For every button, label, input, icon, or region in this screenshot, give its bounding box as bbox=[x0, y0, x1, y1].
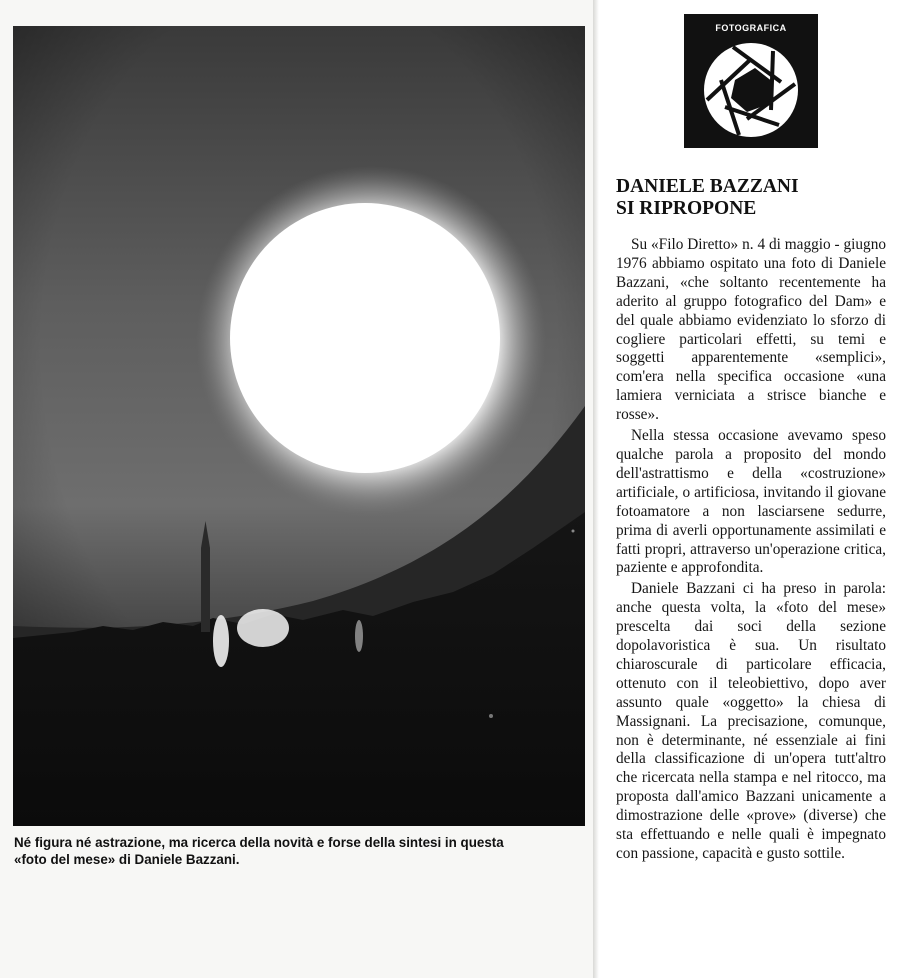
article-paragraph-3: Daniele Bazzani ci ha preso in parola: anche questa volta, la «foto del mese» prescelta dai soci della sezione dopolavoristica è sua. Un risultato chiaroscurale di particolare efficacia, ottenuto con il teleobiettivo, dopo aver assunto quale «oggetto» la chiesa di Massignani. La precisazione, comunque, non è determinante, né essenziale ai fini della classificazione di un'opera tutt'altro che ricercata nella stampa e nel ritocco, ma proposta dall'amico Bazzani unicamente a dimostrazione delle «prove» (diverse) che sta effettuando e nelle quali è impegnato con passione, capacità e gusto sottile. bbox=[616, 580, 886, 862]
article-paragraph-1: Su «Filo Diretto» n. 4 di maggio - giugno 1976 abbiamo ospitato una foto di Daniele Bazzani, «che soltanto recentemente ha aderito al gruppo fotografico del Dam» e del quale abbiamo evidenziato lo sforzo di cogliere particolari effetti, su temi e soggetti apparentemente «semplici», com'era nella specifica occasione «una lamiera verniciata a strisce bianche e rosse». bbox=[616, 236, 886, 424]
headline-line-2: SI RIPROPONE bbox=[616, 198, 757, 219]
page-gutter bbox=[593, 0, 599, 978]
photo-of-the-month bbox=[13, 26, 585, 826]
article-paragraph-2: Nella stessa occasione avevamo speso qualche parola a proposito del mondo dell'astrattismo e della «costruzione» artificiale, o artificiosa, invitando il giovane fotoamatore a non lasciarsene sedurre, prima di averli opportunamente assimilati e fatti propri, attraverso un'operazione critica, paziente e approfondita. bbox=[616, 427, 886, 577]
logo-label: FOTOGRAFICA bbox=[715, 23, 787, 33]
article-body bbox=[616, 236, 886, 866]
headline-line-1: DANIELE BAZZANI bbox=[616, 176, 799, 197]
fotografica-logo bbox=[684, 14, 818, 148]
camera-shutter-icon bbox=[701, 40, 801, 140]
article-headline bbox=[616, 176, 886, 220]
caption-line-1: Né figura né astrazione, ma ricerca della novità e forse della sintesi in questa bbox=[14, 835, 504, 850]
photo-image bbox=[13, 26, 585, 826]
caption-line-2: «foto del mese» di Daniele Bazzani. bbox=[14, 852, 240, 867]
photo-caption bbox=[14, 834, 589, 868]
